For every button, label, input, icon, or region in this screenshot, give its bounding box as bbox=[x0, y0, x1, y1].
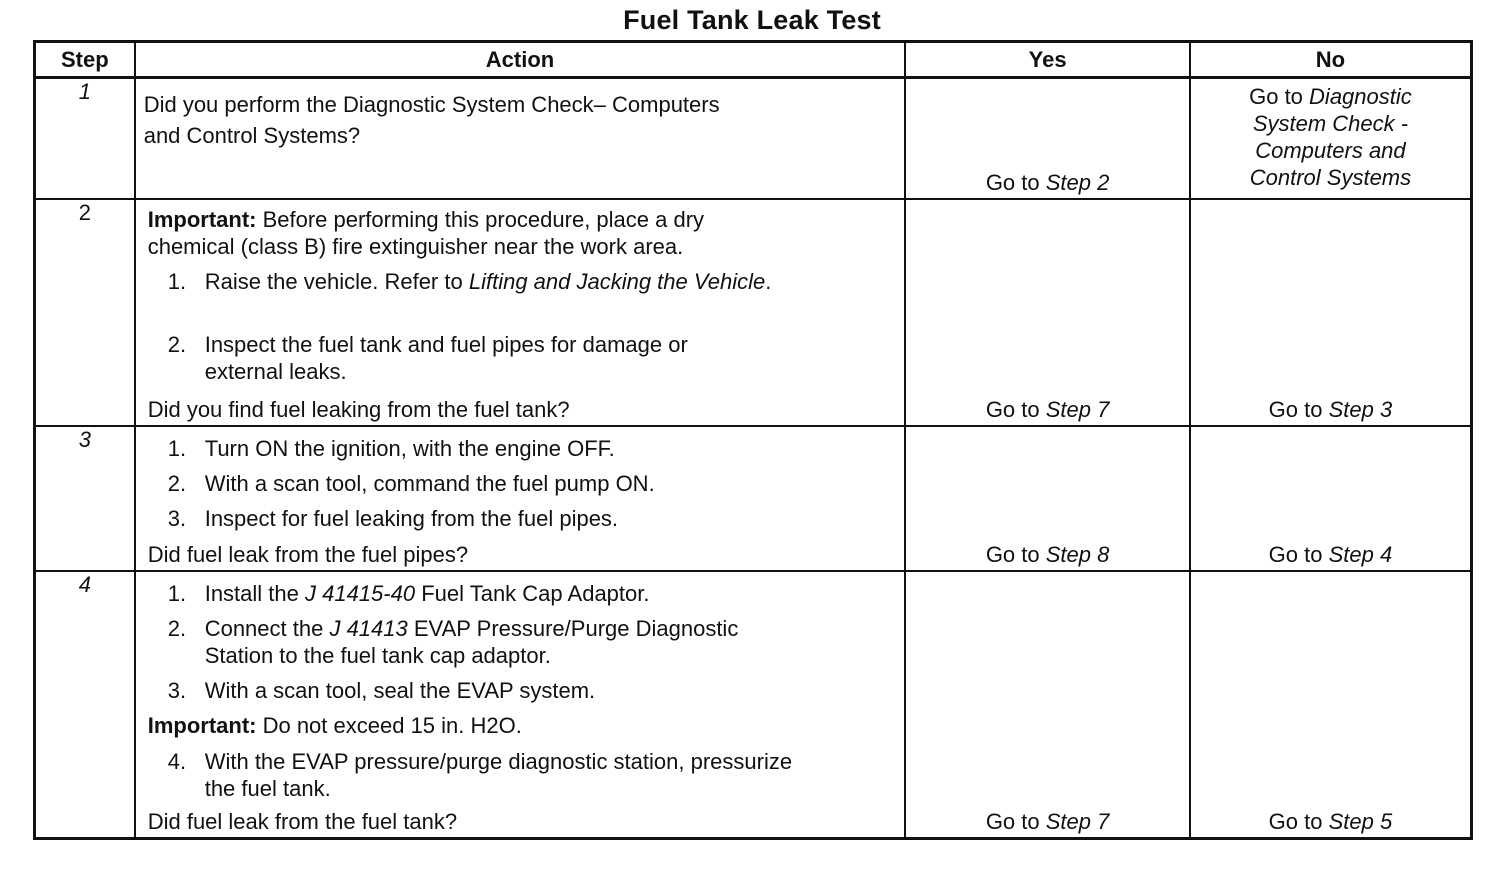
list-item: 1. Turn ON the ignition, with the engine OFF. bbox=[167, 435, 615, 461]
yes-goto: Go to Step 2 bbox=[985, 169, 1110, 195]
no-cell bbox=[1190, 199, 1472, 426]
reference-link[interactable]: Lifting and Jacking the Vehicle bbox=[468, 268, 766, 294]
action-cell bbox=[135, 426, 906, 571]
action-cell bbox=[135, 571, 906, 839]
step-number: 2 bbox=[35, 199, 135, 426]
list-item: 3. Inspect for fuel leaking from the fuel pipes. bbox=[167, 505, 619, 531]
header-no: No bbox=[1190, 42, 1472, 78]
procedure-list bbox=[148, 435, 895, 532]
header-step: Step bbox=[35, 42, 135, 78]
step-number: 3 bbox=[35, 426, 135, 571]
table-row-step-1 bbox=[35, 78, 1472, 199]
table-row-step-2 bbox=[35, 199, 1472, 426]
action-cell bbox=[135, 78, 906, 199]
yes-goto: Go to Step 8 bbox=[985, 541, 1110, 567]
step-link[interactable]: Step 3 bbox=[1328, 396, 1393, 422]
step-number: 1 bbox=[35, 78, 135, 199]
no-goto: Go to Step 5 bbox=[1268, 809, 1393, 834]
table-row-step-3 bbox=[35, 426, 1472, 571]
yes-cell bbox=[905, 199, 1190, 426]
step-link[interactable]: Step 5 bbox=[1328, 809, 1393, 834]
list-item: 4. With the EVAP pressure/purge diagnostic station, pressurize the fuel tank. bbox=[167, 748, 793, 801]
yes-goto: Go to Step 7 bbox=[985, 809, 1110, 834]
no-cell bbox=[1190, 78, 1472, 199]
step-link[interactable]: Step 7 bbox=[1045, 396, 1110, 422]
step-link[interactable]: Step 7 bbox=[1045, 809, 1110, 834]
procedure-list-continued bbox=[148, 748, 895, 802]
procedure-list bbox=[148, 268, 895, 385]
spacer bbox=[148, 295, 895, 331]
no-cell bbox=[1190, 571, 1472, 839]
action-text: Did you perform the Diagnostic System Check– Computers and Control Systems? bbox=[143, 92, 720, 148]
yes-cell bbox=[905, 571, 1190, 839]
list-item: 2. Connect the J 41413 EVAP Pressure/Purge Diagnostic Station to the fuel tank cap adaptor. bbox=[167, 615, 739, 668]
question-text: Did you find fuel leaking from the fuel tank? bbox=[147, 396, 570, 422]
no-goto: Go to Step 3 bbox=[1268, 396, 1393, 422]
page-title: Fuel Tank Leak Test bbox=[623, 5, 881, 35]
procedure-list bbox=[148, 580, 895, 704]
question-text: Did fuel leak from the fuel tank? bbox=[147, 809, 458, 834]
step-number: 4 bbox=[35, 571, 135, 839]
list-item: 3. With a scan tool, seal the EVAP system. bbox=[167, 677, 596, 703]
list-item: 1. Install the J 41415-40 Fuel Tank Cap Adaptor. bbox=[167, 580, 650, 606]
procedure-link[interactable]: Diagnostic bbox=[1309, 84, 1412, 109]
list-item: 2. With a scan tool, command the fuel pump ON. bbox=[167, 470, 655, 496]
yes-cell bbox=[905, 426, 1190, 571]
tool-reference[interactable]: J 41413 bbox=[329, 615, 408, 641]
header-action: Action bbox=[135, 42, 906, 78]
list-item: 1. Raise the vehicle. Refer to Lifting and Jacking the Vehicle. bbox=[167, 268, 772, 294]
question-text: Did fuel leak from the fuel pipes? bbox=[147, 541, 469, 567]
no-goto: Go to Step 4 bbox=[1268, 541, 1393, 567]
header-yes: Yes bbox=[905, 42, 1190, 78]
important-note: Important: Before performing this procedure, place a dry chemical (class B) fire extinguisher near the work area. bbox=[147, 206, 705, 259]
important-note: Important: Do not exceed 15 in. H2O. bbox=[147, 712, 522, 738]
fuel-tank-leak-test-table bbox=[33, 40, 1473, 840]
no-goto: Go to Diagnostic System Check - Computers and Control Systems bbox=[1249, 84, 1412, 190]
header-row bbox=[35, 42, 1472, 78]
action-cell bbox=[135, 199, 906, 426]
table-row-step-4 bbox=[35, 571, 1472, 839]
tool-reference[interactable]: J 41415-40 bbox=[304, 580, 416, 606]
step-link[interactable]: Step 2 bbox=[1045, 169, 1110, 195]
yes-goto: Go to Step 7 bbox=[985, 396, 1110, 422]
no-cell bbox=[1190, 426, 1472, 571]
step-link[interactable]: Step 8 bbox=[1045, 541, 1110, 567]
yes-cell bbox=[905, 78, 1190, 199]
list-item: 2. Inspect the fuel tank and fuel pipes for damage or external leaks. bbox=[167, 331, 688, 384]
step-link[interactable]: Step 4 bbox=[1328, 541, 1393, 567]
